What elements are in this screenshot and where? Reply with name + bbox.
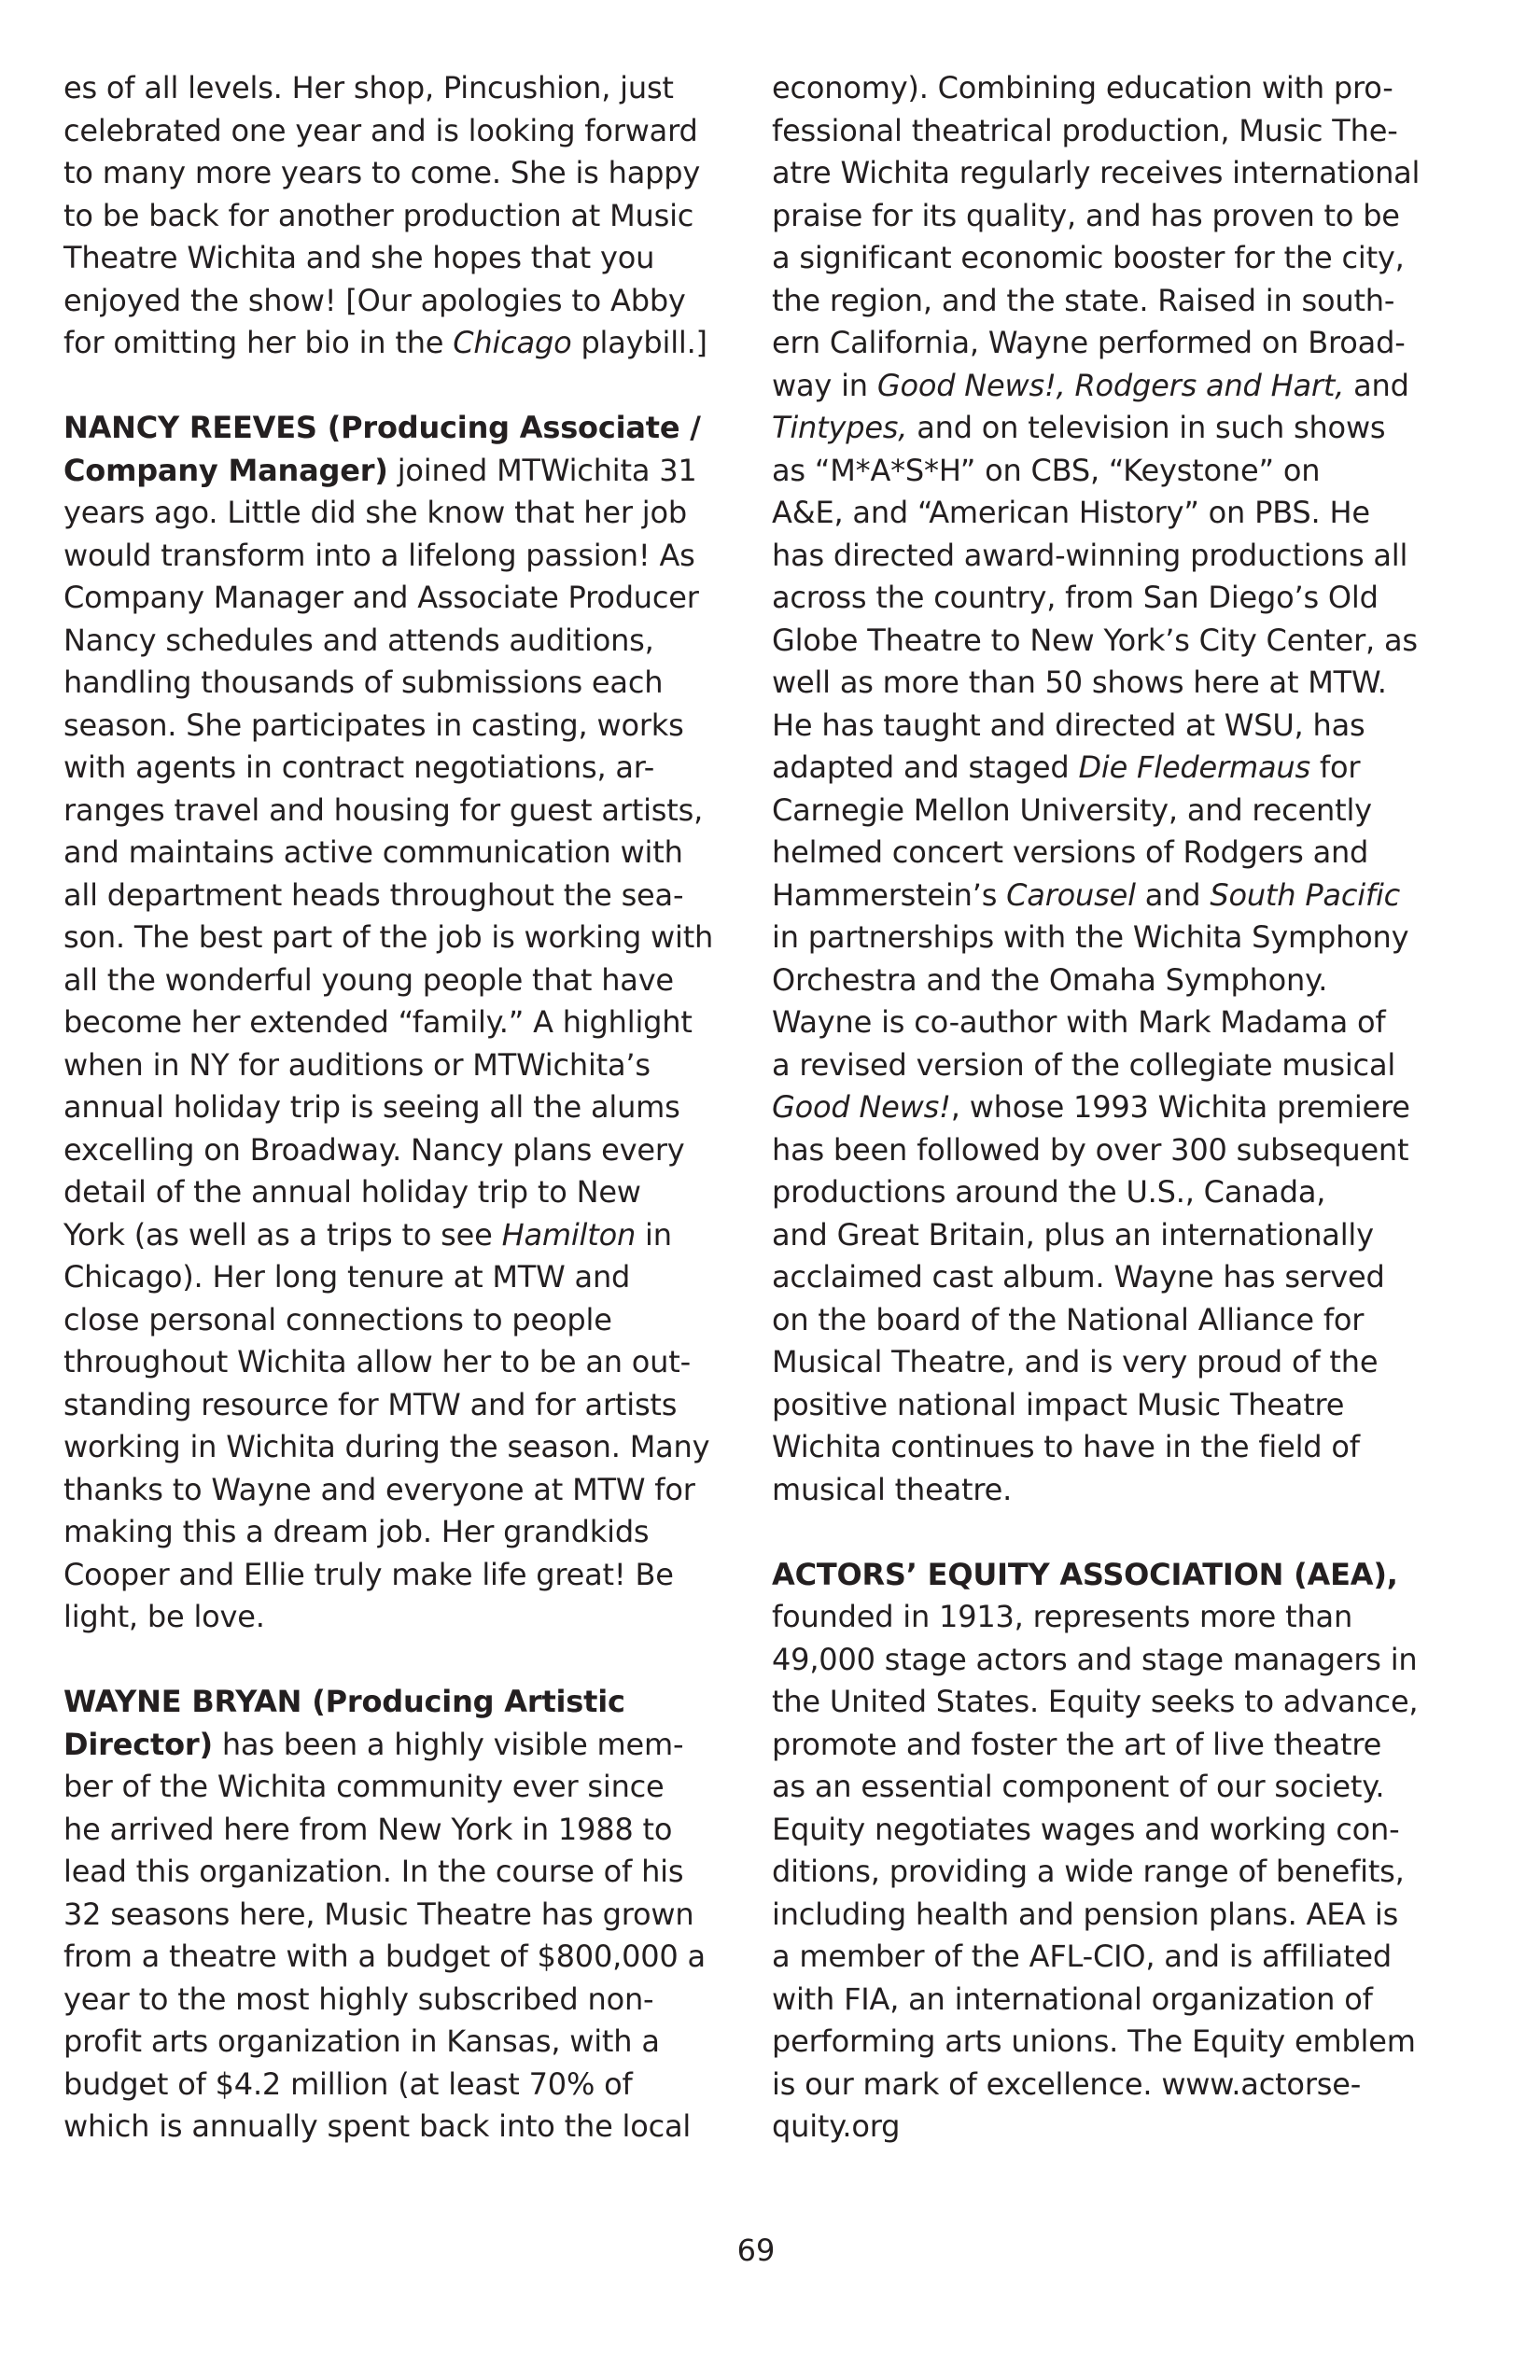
text-line xyxy=(772,1214,1481,1257)
body-text: in partnerships with the Wichita Symphony xyxy=(772,919,1409,955)
body-text: for xyxy=(1309,749,1361,785)
text-line xyxy=(772,662,1481,705)
blank-line xyxy=(63,365,754,408)
text-line xyxy=(772,1596,1481,1639)
body-text: working in Wichita during the season. Many xyxy=(63,1429,710,1464)
text-line xyxy=(772,450,1481,493)
text-line xyxy=(63,1596,754,1639)
text-line xyxy=(772,322,1481,365)
body-text: and on television in such shows xyxy=(907,410,1386,445)
body-text: handling thousands of submissions each xyxy=(63,665,664,700)
text-line xyxy=(63,1851,754,1894)
body-text: years ago. Little did she know that her job xyxy=(63,495,687,530)
text-line xyxy=(772,1256,1481,1299)
text-line xyxy=(772,1724,1481,1767)
text-line xyxy=(63,1724,754,1767)
body-text: adapted and staged xyxy=(772,749,1079,785)
text-line xyxy=(63,620,754,663)
body-text: es of all levels. Her shop, Pincushion, just xyxy=(63,70,674,105)
body-text: annual holiday trip is seeing all the alums xyxy=(63,1089,680,1125)
body-text: which is annually spent back into the local xyxy=(63,2108,692,2144)
body-text: and xyxy=(1344,367,1409,403)
body-text: economy). Combining education with pro- xyxy=(772,70,1393,105)
text-line xyxy=(772,790,1481,833)
text-line xyxy=(63,407,754,450)
body-text: positive national impact Music Theatre xyxy=(772,1386,1345,1422)
text-line xyxy=(63,1681,754,1724)
body-text: become her extended “family.” A highlight xyxy=(63,1004,693,1040)
text-line xyxy=(772,2106,1481,2149)
text-line xyxy=(772,1469,1481,1512)
text-line xyxy=(772,67,1481,110)
body-text: on the board of the National Alliance for xyxy=(772,1301,1365,1337)
body-text: to many more years to come. She is happy xyxy=(63,155,701,190)
body-text: He has taught and directed at WSU, has xyxy=(772,707,1365,743)
text-line xyxy=(63,195,754,238)
italic-title: Tintypes, xyxy=(772,410,908,445)
body-text: musical theatre. xyxy=(772,1471,1013,1507)
body-text: founded in 1913, represents more than xyxy=(772,1599,1353,1634)
text-line xyxy=(63,1384,754,1427)
body-text: with FIA, an international organization of xyxy=(772,1981,1373,2017)
body-text: including health and pension plans. AEA is xyxy=(772,1896,1399,1932)
italic-title: Carousel xyxy=(1006,876,1136,913)
text-line xyxy=(772,1639,1481,1682)
text-line xyxy=(772,747,1481,790)
body-text: is our mark of excellence. www.actorse- xyxy=(772,2065,1362,2102)
text-line xyxy=(63,1809,754,1852)
body-text: ditions, providing a wide range of benefits, xyxy=(772,1854,1405,1889)
italic-title: Die Fledermaus xyxy=(1078,749,1310,785)
body-text: year to the most highly subscribed non- xyxy=(63,1981,654,2017)
body-text: for omitting her bio in the xyxy=(63,325,454,360)
text-line xyxy=(63,790,754,833)
body-text: all department heads throughout the sea- xyxy=(63,876,684,913)
heading-text: ACTORS’ EQUITY ASSOCIATION (AEA), xyxy=(772,1556,1398,1592)
body-text: Chicago). Her long tenure at MTW and xyxy=(63,1259,631,1295)
body-text: Globe Theatre to New York’s City Center, as xyxy=(772,622,1418,658)
text-line xyxy=(772,1299,1481,1342)
right-column xyxy=(772,67,1481,2149)
text-line xyxy=(772,959,1481,1002)
body-text: , whose 1993 Wichita premiere xyxy=(950,1089,1410,1125)
text-line xyxy=(63,1979,754,2022)
body-text: fessional theatrical production, Music The- xyxy=(772,112,1398,148)
body-text: 49,000 stage actors and stage managers in xyxy=(772,1641,1418,1677)
text-line xyxy=(772,1809,1481,1852)
text-line xyxy=(772,705,1481,748)
text-line xyxy=(772,2021,1481,2064)
italic-title: Good News! xyxy=(772,1089,951,1125)
heading-text: NANCY REEVES (Producing Associate / xyxy=(63,410,701,445)
text-line xyxy=(63,1341,754,1384)
body-text: ranges travel and housing for guest artists, xyxy=(63,791,704,828)
text-line xyxy=(772,917,1481,959)
body-text: son. The best part of the job is working with xyxy=(63,919,714,955)
body-text: in xyxy=(636,1216,672,1253)
text-line xyxy=(772,492,1481,535)
text-line xyxy=(63,832,754,875)
body-text: with agents in contract negotiations, ar- xyxy=(63,749,655,785)
text-line xyxy=(63,535,754,578)
text-line xyxy=(63,1299,754,1342)
body-text: ern California, Wayne performed on Broad- xyxy=(772,325,1406,360)
text-line xyxy=(772,280,1481,323)
body-text: as an essential component of our society. xyxy=(772,1769,1385,1804)
body-text: and Great Britain, plus an internationally xyxy=(772,1216,1374,1253)
body-text: lead this organization. In the course of his xyxy=(63,1854,684,1889)
text-line xyxy=(63,1936,754,1979)
body-text: from a theatre with a budget of $800,000 a xyxy=(63,1939,706,1974)
body-text: York (as well as a trips to see xyxy=(63,1216,502,1253)
text-line xyxy=(63,1511,754,1554)
text-line xyxy=(772,237,1481,280)
text-line xyxy=(63,280,754,323)
body-text: Wichita continues to have in the field of xyxy=(772,1429,1360,1464)
body-text: Carnegie Mellon University, and recently xyxy=(772,791,1372,828)
body-text: well as more than 50 shows here at MTW. xyxy=(772,665,1387,700)
body-text: celebrated one year and is looking forward xyxy=(63,112,698,148)
body-text: acclaimed cast album. Wayne has served xyxy=(772,1259,1385,1295)
text-line xyxy=(63,1001,754,1044)
page-number: 69 xyxy=(736,2233,776,2268)
text-line xyxy=(772,365,1481,408)
text-line xyxy=(63,237,754,280)
body-text: Nancy schedules and attends auditions, xyxy=(63,622,654,658)
text-line xyxy=(63,1044,754,1087)
text-line xyxy=(772,1851,1481,1894)
body-text: helmed concert versions of Rodgers and xyxy=(772,834,1369,870)
heading-text: Company Manager) xyxy=(63,452,388,488)
body-text: A&E, and “American History” on PBS. He xyxy=(772,495,1370,530)
body-text: has been a highly visible mem- xyxy=(212,1726,684,1762)
body-text: joined MTWichita 31 xyxy=(387,452,697,488)
body-text: a member of the AFL-CIO, and is affiliated xyxy=(772,1939,1392,1974)
text-line xyxy=(63,1894,754,1937)
body-text: light, be love. xyxy=(63,1599,265,1634)
body-text: across the country, from San Diego’s Old xyxy=(772,580,1379,615)
body-text: Wayne is co-author with Mark Madama of xyxy=(772,1004,1386,1040)
text-line xyxy=(772,1936,1481,1979)
text-line xyxy=(63,2064,754,2107)
text-line xyxy=(772,1384,1481,1427)
text-line xyxy=(63,1426,754,1469)
text-line xyxy=(772,535,1481,578)
heading-text: Director) xyxy=(63,1726,213,1762)
text-line xyxy=(772,1129,1481,1172)
body-text: 32 seasons here, Music Theatre has grown xyxy=(63,1896,694,1932)
body-text: a significant economic booster for the city, xyxy=(772,240,1405,275)
text-line xyxy=(772,1171,1481,1214)
body-text: ber of the Wichita community ever since xyxy=(63,1769,665,1804)
body-text: Cooper and Ellie truly make life great! Be xyxy=(63,1556,674,1592)
text-line xyxy=(772,1894,1481,1937)
body-text: Equity negotiates wages and working con- xyxy=(772,1811,1400,1847)
text-line xyxy=(772,195,1481,238)
body-text: atre Wichita regularly receives international xyxy=(772,155,1421,190)
text-line xyxy=(63,959,754,1002)
body-text: praise for its quality, and has proven to be xyxy=(772,197,1400,233)
body-text: Orchestra and the Omaha Symphony. xyxy=(772,961,1328,998)
body-text: standing resource for MTW and for artists xyxy=(63,1386,678,1422)
italic-title: Good News!, Rodgers and Hart, xyxy=(876,367,1345,403)
text-line xyxy=(63,1554,754,1597)
body-text: Musical Theatre, and is very proud of the xyxy=(772,1344,1379,1379)
body-text: as “M*A*S*H” on CBS, “Keystone” on xyxy=(772,452,1321,488)
body-text: performing arts unions. The Equity emblem xyxy=(772,2023,1416,2059)
left-column xyxy=(63,67,754,2149)
text-line xyxy=(772,875,1481,917)
body-text: has directed award-winning productions all xyxy=(772,537,1408,573)
body-text: a revised version of the collegiate musical xyxy=(772,1046,1396,1083)
body-text: and xyxy=(1135,876,1211,913)
body-text: when in NY for auditions or MTWichita’s xyxy=(63,1046,651,1083)
text-line xyxy=(772,2064,1481,2107)
body-text: profit arts organization in Kansas, with a xyxy=(63,2023,660,2059)
body-text: Company Manager and Associate Producer xyxy=(63,580,699,615)
body-text: budget of $4.2 million (at least 70% of xyxy=(63,2065,633,2102)
text-line xyxy=(63,875,754,917)
body-text: and maintains active communication with xyxy=(63,834,683,870)
text-line xyxy=(63,492,754,535)
body-text: all the wonderful young people that have xyxy=(63,961,674,998)
body-text: productions around the U.S., Canada, xyxy=(772,1174,1326,1210)
text-line xyxy=(63,747,754,790)
body-text: the region, and the state. Raised in south- xyxy=(772,282,1395,318)
blank-line xyxy=(772,1511,1481,1554)
text-line xyxy=(63,322,754,365)
text-line xyxy=(772,1044,1481,1087)
body-text: enjoyed the show! [Our apologies to Abby xyxy=(63,282,686,318)
text-line xyxy=(63,705,754,748)
text-line xyxy=(772,407,1481,450)
body-text: would transform into a lifelong passion! As xyxy=(63,537,695,573)
body-text: the United States. Equity seeks to advance, xyxy=(772,1684,1419,1719)
text-line xyxy=(63,2106,754,2149)
body-text: he arrived here from New York in 1988 to xyxy=(63,1811,673,1847)
text-line xyxy=(772,1681,1481,1724)
body-text: quity.org xyxy=(772,2108,901,2144)
body-text: way in xyxy=(772,367,877,403)
text-line xyxy=(63,577,754,620)
italic-title: Chicago xyxy=(453,325,572,360)
text-line xyxy=(63,110,754,153)
text-line xyxy=(63,1086,754,1129)
italic-title: South Pacific xyxy=(1210,876,1401,913)
text-line xyxy=(772,832,1481,875)
text-line xyxy=(772,1001,1481,1044)
body-text: promote and foster the art of live theatre xyxy=(772,1726,1382,1762)
body-text: season. She participates in casting, works xyxy=(63,707,684,743)
text-line xyxy=(772,1086,1481,1129)
text-line xyxy=(63,1469,754,1512)
text-line xyxy=(63,662,754,705)
body-text: playbill.] xyxy=(571,325,707,360)
text-line xyxy=(63,2021,754,2064)
blank-line xyxy=(63,1639,754,1682)
body-text: to be back for another production at Music xyxy=(63,197,694,233)
body-text: detail of the annual holiday trip to New xyxy=(63,1174,641,1210)
body-text: Hammerstein’s xyxy=(772,876,1007,913)
body-text: has been followed by over 300 subsequent xyxy=(772,1131,1409,1168)
text-line xyxy=(772,577,1481,620)
text-line xyxy=(63,1171,754,1214)
body-text: excelling on Broadway. Nancy plans every xyxy=(63,1131,685,1168)
text-line xyxy=(772,1341,1481,1384)
text-line xyxy=(63,1766,754,1809)
heading-text: WAYNE BRYAN (Producing Artistic xyxy=(63,1684,625,1719)
text-line xyxy=(63,917,754,959)
text-line xyxy=(63,152,754,195)
body-text: Theatre Wichita and she hopes that you xyxy=(63,240,655,275)
text-line xyxy=(63,1214,754,1257)
body-text: making this a dream job. Her grandkids xyxy=(63,1514,650,1549)
body-text: throughout Wichita allow her to be an out- xyxy=(63,1344,691,1379)
text-line xyxy=(772,1979,1481,2022)
text-line xyxy=(772,1426,1481,1469)
text-line xyxy=(63,450,754,493)
text-line xyxy=(772,110,1481,153)
body-text: close personal connections to people xyxy=(63,1301,612,1337)
body-text: thanks to Wayne and everyone at MTW for xyxy=(63,1471,695,1507)
text-line xyxy=(63,1256,754,1299)
text-line xyxy=(772,1766,1481,1809)
text-line xyxy=(63,67,754,110)
text-line xyxy=(772,620,1481,663)
italic-title: Hamilton xyxy=(501,1216,637,1253)
text-line xyxy=(772,152,1481,195)
text-line xyxy=(63,1129,754,1172)
text-line xyxy=(772,1554,1481,1597)
